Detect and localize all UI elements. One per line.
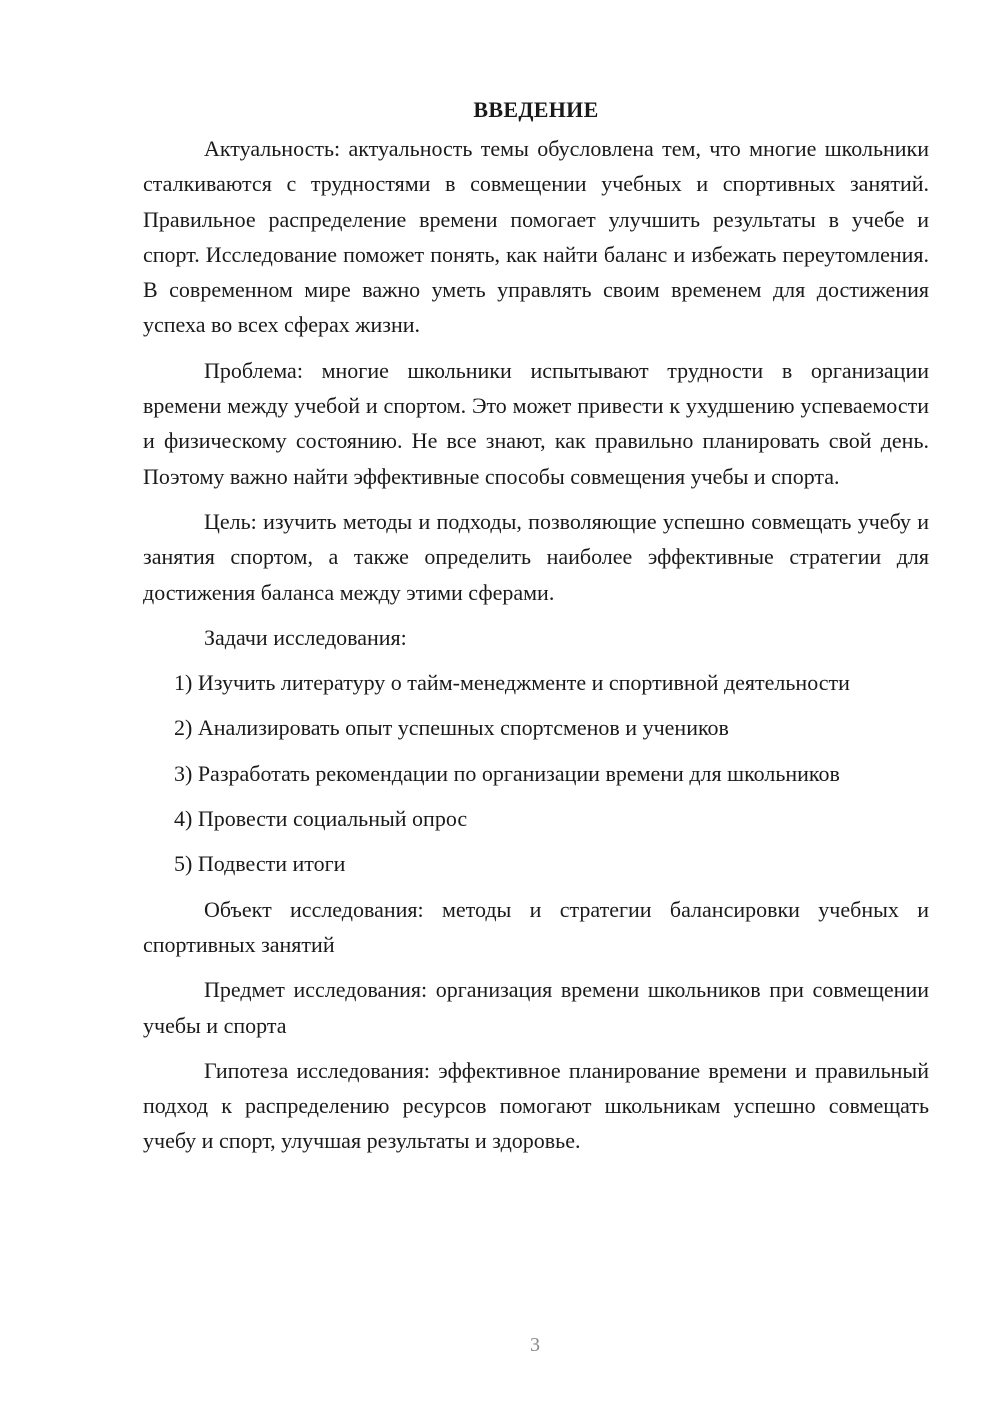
task-item-1: 1) Изучить литературу о тайм-менеджменте и спортивной деятельности: [174, 670, 850, 696]
paragraph-tasks-heading: Задачи исследования:: [204, 624, 407, 650]
task-item-5: 5) Подвести итоги: [174, 851, 346, 877]
paragraph-hypothesis: Гипотеза исследования: эффективное планирование времени и правильный подход к распределению ресурсов помогают школьникам успешно совмещать учебу и спорт, улучшая результаты и здоровье.: [143, 1057, 929, 1154]
task-item-2: 2) Анализировать опыт успешных спортсменов и учеников: [174, 715, 729, 741]
paragraph-object: Объект исследования: методы и стратегии балансировки учебных и спортивных занятий: [143, 896, 929, 957]
task-item-3: 3) Разработать рекомендации по организации времени для школьников: [174, 760, 840, 786]
document-page: [143, 92, 929, 1169]
page-number: 3: [530, 1334, 540, 1356]
task-item-4: 4) Провести социальный опрос: [174, 806, 468, 832]
paragraph-goal: Цель: изучить методы и подходы, позволяющие успешно совмещать учебу и занятия спортом, а также определить наиболее эффективные стратегии для достижения баланса между этими сферами.: [143, 508, 929, 605]
section-title: ВВЕДЕНИЕ: [473, 97, 599, 122]
paragraph-problem: Проблема: многие школьники испытывают трудности в организации времени между учебой и спортом. Это может привести к ухудшению успеваемости и физическому состоянию. Не все знают, как правильно планировать свой день. Поэтому важно найти эффективные способы совмещения учебы и спорта.: [143, 357, 929, 489]
paragraph-subject: Предмет исследования: организация времени школьников при совмещении учебы и спорта: [143, 977, 929, 1038]
paragraph-relevance: Актуальность: актуальность темы обусловлена тем, что многие школьники сталкиваются с трудностями в совмещении учебных и спортивных занятий. Правильное распределение времени помогает улучшить результаты в учебе и спорт. Исследование поможет понять, как найти баланс и избежать переутомления. В современном мире важно уметь управлять своим временем для достижения успеха во всех сферах жизни.: [143, 136, 929, 338]
